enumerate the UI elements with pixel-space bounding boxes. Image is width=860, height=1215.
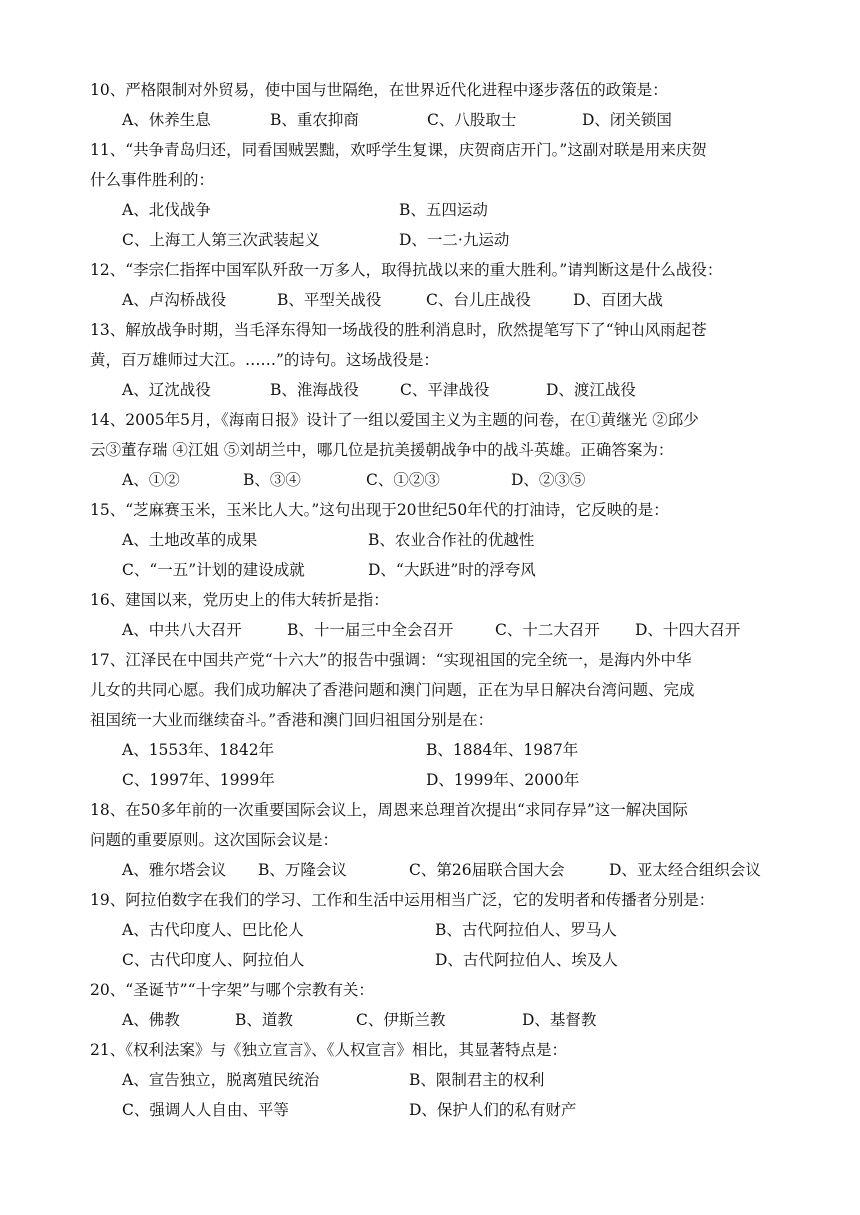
question-15-option-c: C、“一五”计划的建设成就 <box>122 561 305 579</box>
question-17-stem-cont-2: 祖国统一大业而继续奋斗。”香港和澳门回归祖国分别是在： <box>90 711 494 729</box>
question-18-option-d: D、亚太经合组织会议 <box>609 861 761 879</box>
question-21-option-c: C、强调人人自由、平等 <box>122 1101 289 1119</box>
question-18-stem: 18、在50多年前的一次重要国际会议上，周恩来总理首次提出“求同存异”这一解决国际 <box>90 801 688 819</box>
question-11-option-c: C、上海工人第三次武装起义 <box>122 231 320 249</box>
question-13-stem-cont: 黄，百万雄师过大江。……”的诗句。这场战役是： <box>90 351 439 369</box>
question-11-option-a: A、北伐战争 <box>122 201 211 219</box>
question-10-option-d: D、闭关锁国 <box>582 111 672 129</box>
question-16-option-b: B、十一届三中全会召开 <box>287 621 454 639</box>
question-10-option-a: A、休养生息 <box>122 111 211 129</box>
question-21-option-b: B、限制君主的权利 <box>409 1071 545 1089</box>
question-12-option-c: C、台儿庄战役 <box>426 291 531 309</box>
question-15-stem: 15、“芝麻赛玉米，玉米比人大。”这句出现于20世纪50年代的打油诗，它反映的是： <box>90 501 669 519</box>
question-15-option-b: B、农业合作社的优越性 <box>368 531 535 549</box>
question-14-option-d: D、②③⑤ <box>511 471 586 489</box>
question-13-stem: 13、解放战争时期，当毛泽东得知一场战役的胜利消息时，欣然提笔写下了“钟山风雨起苍 <box>90 321 707 339</box>
question-13-option-b: B、淮海战役 <box>270 381 359 399</box>
question-14-option-c: C、①②③ <box>366 471 440 489</box>
question-19-option-b: B、古代阿拉伯人、罗马人 <box>435 921 617 939</box>
question-10-option-c: C、八股取士 <box>427 111 517 129</box>
question-11-option-d: D、一二·九运动 <box>399 231 510 249</box>
question-13-option-c: C、平津战役 <box>400 381 490 399</box>
question-19-stem: 19、阿拉伯数字在我们的学习、工作和生活中运用相当广泛，它的发明者和传播者分别是： <box>90 891 715 909</box>
question-17-stem: 17、江泽民在中国共产党“十六大”的报告中强调：“实现祖国的完全统一，是海内外中华 <box>90 651 692 669</box>
question-20-option-b: B、道教 <box>235 1011 293 1029</box>
question-16-option-c: C、十二大召开 <box>495 621 600 639</box>
question-19-option-c: C、古代印度人、阿拉伯人 <box>122 951 305 969</box>
question-12-option-d: D、百团大战 <box>573 291 663 309</box>
question-19-option-d: D、古代阿拉伯人、埃及人 <box>435 951 618 969</box>
question-10-stem: 10、严格限制对外贸易，使中国与世隔绝，在世界近代化进程中逐步落伍的政策是： <box>90 81 668 99</box>
question-21-stem: 21、《权利法案》与《独立宣言》、《人权宣言》相比，其显著特点是： <box>90 1041 567 1059</box>
question-16-option-d: D、十四大召开 <box>635 621 741 639</box>
question-20-option-c: C、伊斯兰教 <box>356 1011 446 1029</box>
question-18-option-b: B、万隆会议 <box>258 861 347 879</box>
question-12-stem: 12、“李宗仁指挥中国军队歼敌一万多人，取得抗战以来的重大胜利。”请判断这是什么战役： <box>90 261 723 279</box>
question-17-option-b: B、1884年、1987年 <box>426 741 579 759</box>
question-11-stem: 11、“共争青岛归还，同看国贼罢黜，欢呼学生复课，庆贺商店开门。”这副对联是用来庆贺 <box>90 141 707 159</box>
question-16-stem: 16、建国以来，党历史上的伟大转折是指： <box>90 591 389 609</box>
question-18-option-c: C、第26届联合国大会 <box>409 861 565 879</box>
question-20-option-d: D、基督教 <box>522 1011 597 1029</box>
question-13-option-d: D、渡江战役 <box>546 381 636 399</box>
question-17-option-d: D、1999年、2000年 <box>426 771 580 789</box>
question-11-option-b: B、五四运动 <box>399 201 488 219</box>
question-21-option-d: D、保护人们的私有财产 <box>409 1101 577 1119</box>
question-11-stem-cont: 什么事件胜利的： <box>90 171 215 189</box>
question-17-option-c: C、1997年、1999年 <box>122 771 275 789</box>
question-21-option-a: A、宣告独立，脱离殖民统治 <box>122 1071 320 1089</box>
question-15-option-a: A、土地改革的成果 <box>122 531 258 549</box>
question-14-stem-cont: 云③董存瑞 ④江姐 ⑤刘胡兰中，哪几位是抗美援朝战争中的战斗英雄。正确答案为： <box>90 441 674 459</box>
question-13-option-a: A、辽沈战役 <box>122 381 211 399</box>
question-20-stem: 20、“圣诞节”“十字架”与哪个宗教有关： <box>90 981 374 999</box>
question-18-option-a: A、雅尔塔会议 <box>122 861 227 879</box>
question-14-option-a: A、①② <box>122 471 180 489</box>
question-10-option-b: B、重农抑商 <box>270 111 359 129</box>
question-14-option-b: B、③④ <box>243 471 301 489</box>
question-19-option-a: A、古代印度人、巴比伦人 <box>122 921 304 939</box>
question-12-option-b: B、平型关战役 <box>277 291 382 309</box>
question-18-stem-cont: 问题的重要原则。这次国际会议是： <box>90 831 339 849</box>
question-17-stem-cont-1: 儿女的共同心愿。我们成功解决了香港问题和澳门问题，正在为早日解决台湾问题、完成 <box>90 681 695 699</box>
question-16-option-a: A、中共八大召开 <box>122 621 242 639</box>
question-15-option-d: D、“大跃进”时的浮夸风 <box>368 561 536 579</box>
question-17-option-a: A、1553年、1842年 <box>122 741 275 759</box>
question-20-option-a: A、佛教 <box>122 1011 180 1029</box>
question-14-stem: 14、2005年5月，《海南日报》设计了一组以爱国主义为主题的问卷，在①黄继光 ②邱少 <box>90 411 699 429</box>
question-12-option-a: A、卢沟桥战役 <box>122 291 227 309</box>
